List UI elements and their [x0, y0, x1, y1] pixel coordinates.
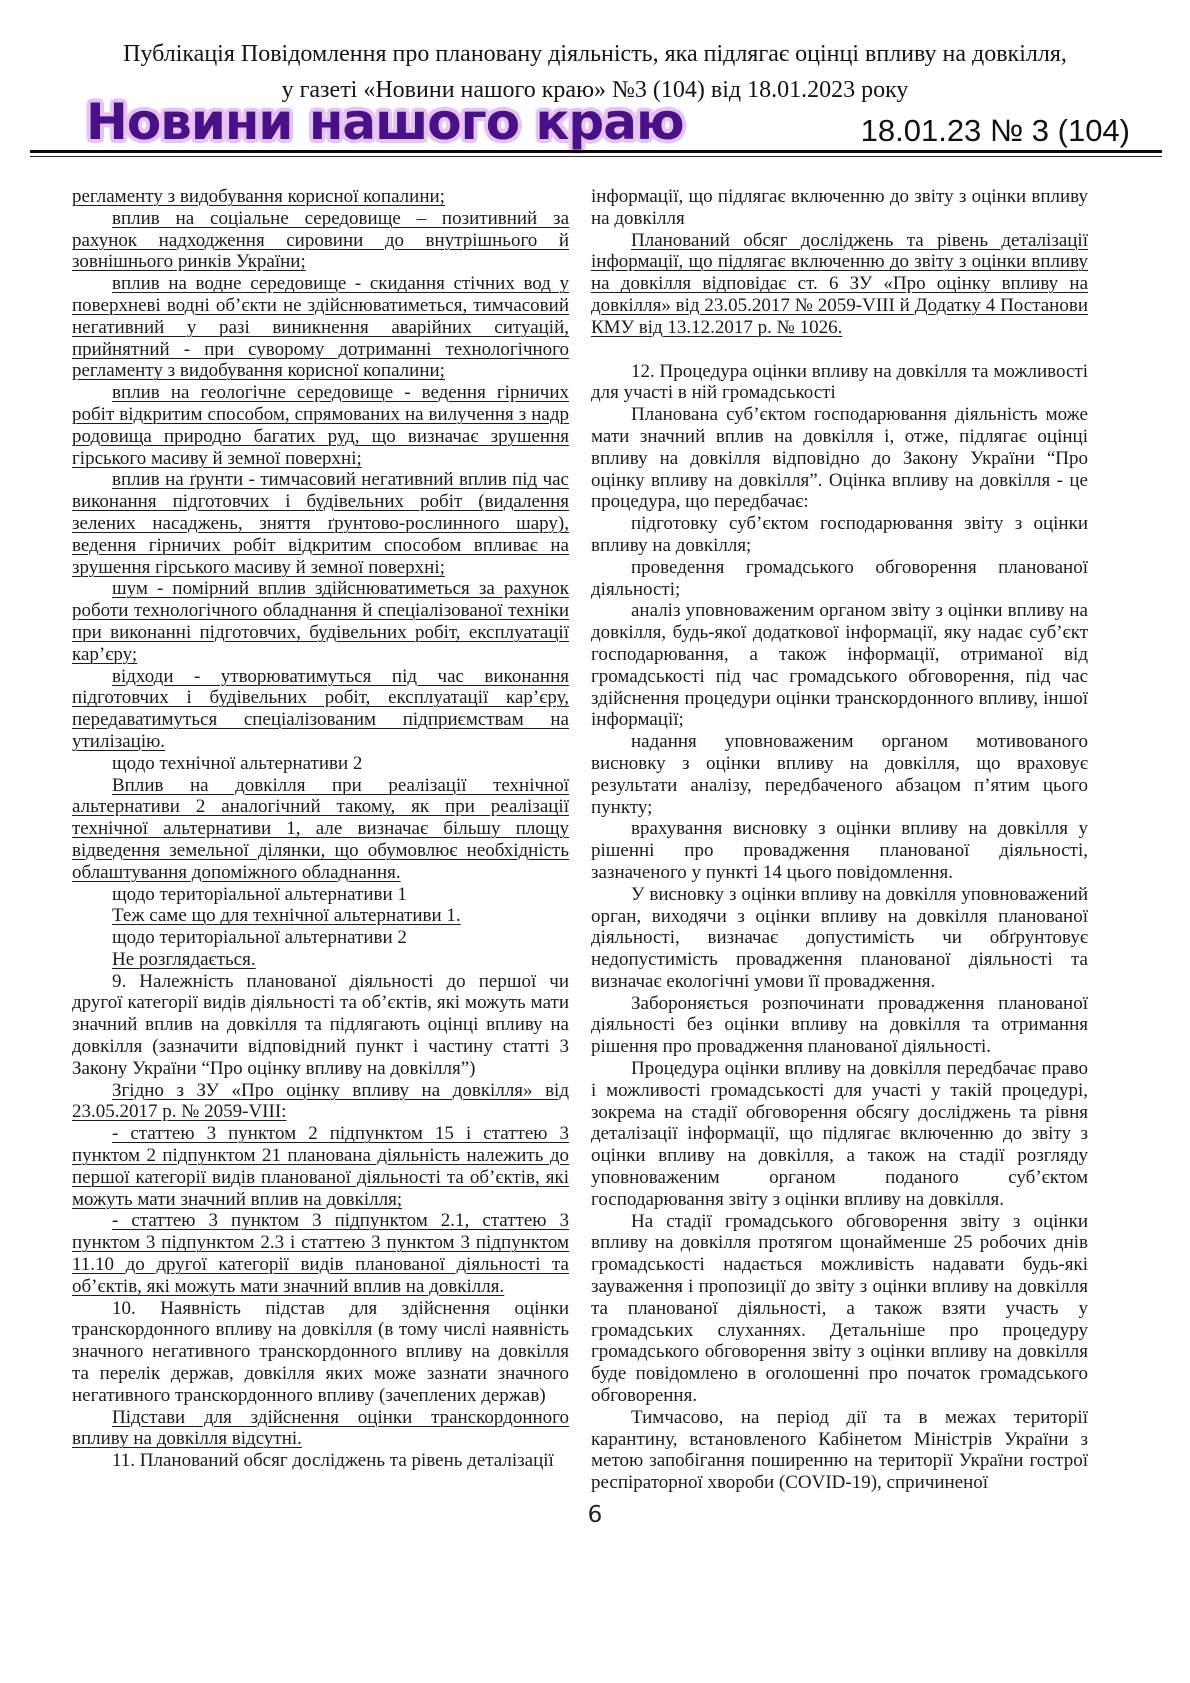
- masthead-divider-rule: [30, 150, 1162, 153]
- paragraph: врахування висновку з оцінки впливу на довкілля у рішенні про провадження планованої діяльності, зазначеного у пункті 14 цього повідомлення.: [591, 818, 1088, 883]
- paragraph: Вплив на довкілля при реалізації технічної альтернативи 2 аналогічний такому, як при реалізації технічної альтернативи 1, але визначає більшу площу відведення земельної ділянки, що обумовлює необхідність облаштування допоміжного обладнання.: [72, 774, 569, 883]
- paragraph: інформації, що підлягає включенню до звіту з оцінки впливу на довкілля: [591, 186, 1088, 229]
- paragraph: щодо технічної альтернативи 2: [112, 752, 363, 774]
- paragraph: вплив на водне середовище - скидання стічних вод у поверхневі водні об’єкти не здійснюватиметься, тимчасовий негативний у разі виникнення аварійних ситуацій, прийнятний - при суворому дотриманні технологічного регламенту з видобування корисної копалини;: [72, 273, 569, 382]
- paragraph: вплив на геологічне середовище - ведення гірничих робіт відкритим способом, спрямованих на вилучення з надр родовища природно багатих руд, що визначає зрушення гірського масиву й земної поверхні;: [72, 382, 569, 469]
- header-line-2: у газеті «Новини нашого краю» №3 (104) від 18.01.2023 року: [281, 77, 909, 103]
- left-text-column: [72, 186, 569, 1472]
- paragraph: надання уповноваженим органом мотивованого висновку з оцінки впливу на довкілля, що враховує результати аналізу, передбаченого абзацом п’ятим цього пункту;: [591, 731, 1088, 818]
- paragraph: У висновку з оцінки впливу на довкілля уповноважений орган, виходячи з оцінки впливу на довкілля планованої діяльності, визначає допустимість чи обґрунтовує недопустимість провадження планованої діяльності та визначає екологічні умови її провадження.: [591, 883, 1088, 992]
- paragraph: шум - помірний вплив здійснюватиметься за рахунок роботи технологічного обладнання й спеціалізованої техніки при виконанні підготовчих, будівельних робіт, експлуатації кар’єру;: [72, 578, 569, 665]
- right-text-column: [591, 186, 1088, 1494]
- paragraph: щодо територіальної альтернативи 2: [112, 927, 407, 949]
- paragraph: підготовку суб’єктом господарювання звіту з оцінки впливу на довкілля;: [591, 513, 1088, 556]
- paragraph: Тимчасово, на період дії та в межах території карантину, встановленого Кабінетом Міністрів України з метою запобігання поширенню на території України гострої респіраторної хвороби (COVID-19), спричиненої: [591, 1406, 1088, 1494]
- paragraph: Планована суб’єктом господарювання діяльність може мати значний вплив на довкілля і, отже, підлягає оцінці впливу на довкілля відповідно до Закону України “Про оцінку впливу на довкілля”. Оцінка впливу на довкілля - це процедура, що передбачає:: [591, 404, 1088, 513]
- paragraph: 9. Належність планованої діяльності до першої чи другої категорії видів діяльності та об’єктів, які можуть мати значний вплив на довкілля та підлягають оцінці впливу на довкілля (зазначити відповідний пункт і частину статті 3 Закону України “Про оцінку впливу на довкілля”): [72, 970, 569, 1079]
- paragraph: вплив на соціальне середовище – позитивний за рахунок надходження сировини до внутрішнього й зовнішнього ринків України;: [72, 207, 569, 273]
- masthead-divider-rule-thin: [30, 156, 1162, 157]
- paragraph: 10. Наявність підстав для здійснення оцінки транскордонного впливу на довкілля (в тому числі наявність значного негативного транскордонного впливу на довкілля та перелік держав, довкілля яких може зазнати значного негативного транскордонного впливу (зачеплених держав): [72, 1297, 569, 1406]
- paragraph: Згідно з ЗУ «Про оцінку впливу на довкілля» від 23.05.2017 р. № 2059-VIII:: [72, 1079, 569, 1123]
- issue-date-number: 18.01.23 № 3 (104): [860, 113, 1130, 148]
- paragraph: вплив на ґрунти - тимчасовий негативний вплив під час виконання підготовчих і будівельних робіт (видалення зелених насаджень, зняття ґрунтово-рослинного шару), ведення гірничих робіт відкритим способом впливає на зрушення гірського масиву й земної поверхні;: [72, 469, 569, 578]
- paragraph: Теж саме що для технічної альтернативи 1.: [112, 905, 461, 927]
- paragraph: відходи - утворюватимуться під час виконання підготовчих і будівельних робіт, експлуатації кар’єру, передаватимуться спеціалізованим підприємствам на утилізацію.: [72, 665, 569, 752]
- paragraph: 11. Планований обсяг досліджень та рівень деталізації: [112, 1450, 554, 1472]
- paragraph: аналіз уповноваженим органом звіту з оцінки впливу на довкілля, будь-якої додаткової інформації, яку надає суб’єкт господарювання, а також інформації, отриманої від громадськості під час громадського обговорення, під час здійснення процедури оцінки транскордонного впливу, іншої інформації;: [591, 600, 1088, 731]
- page-number: 6: [587, 1502, 603, 1528]
- paragraph: проведення громадського обговорення планованої діяльності;: [591, 556, 1088, 600]
- paragraph: щодо територіальної альтернативи 1: [112, 883, 407, 905]
- paragraph: регламенту з видобування корисної копалини;: [72, 186, 445, 207]
- paragraph: 12. Процедура оцінки впливу на довкілля та можливості для участі в ній громадськості: [591, 360, 1088, 404]
- paragraph: Не розглядається.: [112, 948, 256, 970]
- paragraph: Підстави для здійснення оцінки транскордонного впливу на довкілля відсутні.: [72, 1406, 569, 1450]
- paragraph: На стадії громадського обговорення звіту з оцінки впливу на довкілля протягом щонайменше 25 робочих днів громадськості надається можливість надавати будь-які зауваження і пропозиції до звіту з оцінки впливу на довкілля та планованої діяльності, а також взяти участь у громадських слуханнях. Детальніше про процедуру громадського обговорення звіту з оцінки впливу на довкілля буде повідомлено в оголошенні про початок громадського обговорення.: [591, 1210, 1088, 1407]
- paragraph: Процедура оцінки впливу на довкілля передбачає право і можливості громадськості для участі у такій процедурі, зокрема на стадії обговорення обсягу досліджень та рівня деталізації інформації, що підлягає включенню до звіту з оцінки впливу на довкілля, а також на стадії розгляду уповноваженим органом поданого суб’єктом господарювання звіту з оцінки впливу на довкілля.: [591, 1058, 1088, 1210]
- paragraph: Планований обсяг досліджень та рівень деталізації інформації, що підлягає включенню до звіту з оцінки впливу на довкілля відповідає ст. 6 ЗУ «Про оцінку впливу на довкілля» від 23.05.2017 № 2059-VIII й Додатку 4 Постанови КМУ від 13.12.2017 р. № 1026.: [591, 229, 1088, 338]
- paragraph: - статтею 3 пунктом 3 підпунктом 2.1, статтею 3 пунктом 3 підпунктом 2.3 і статтею 3 пунктом 3 підпунктом 11.10 до другої категорії видів планованої діяльності та об’єктів, які можуть мати значний вплив на довкілля.: [72, 1210, 569, 1297]
- header-line-1: Публікація Повідомлення про плановану діяльність, яка підлягає оцінці впливу на довкілля,: [123, 41, 1067, 67]
- paragraph: - статтею 3 пунктом 2 підпунктом 15 і статтею 3 пунктом 2 підпунктом 21 планована діяльність належить до першої категорії видів планованої діяльності та об’єктів, які можуть мати значний вплив на довкілля;: [72, 1123, 569, 1210]
- newspaper-masthead-title: Новини нашого краю: [86, 93, 684, 151]
- paragraph: Забороняється розпочинати провадження планованої діяльності без оцінки впливу на довкілля та отримання рішення про провадження планованої діяльності.: [591, 992, 1088, 1058]
